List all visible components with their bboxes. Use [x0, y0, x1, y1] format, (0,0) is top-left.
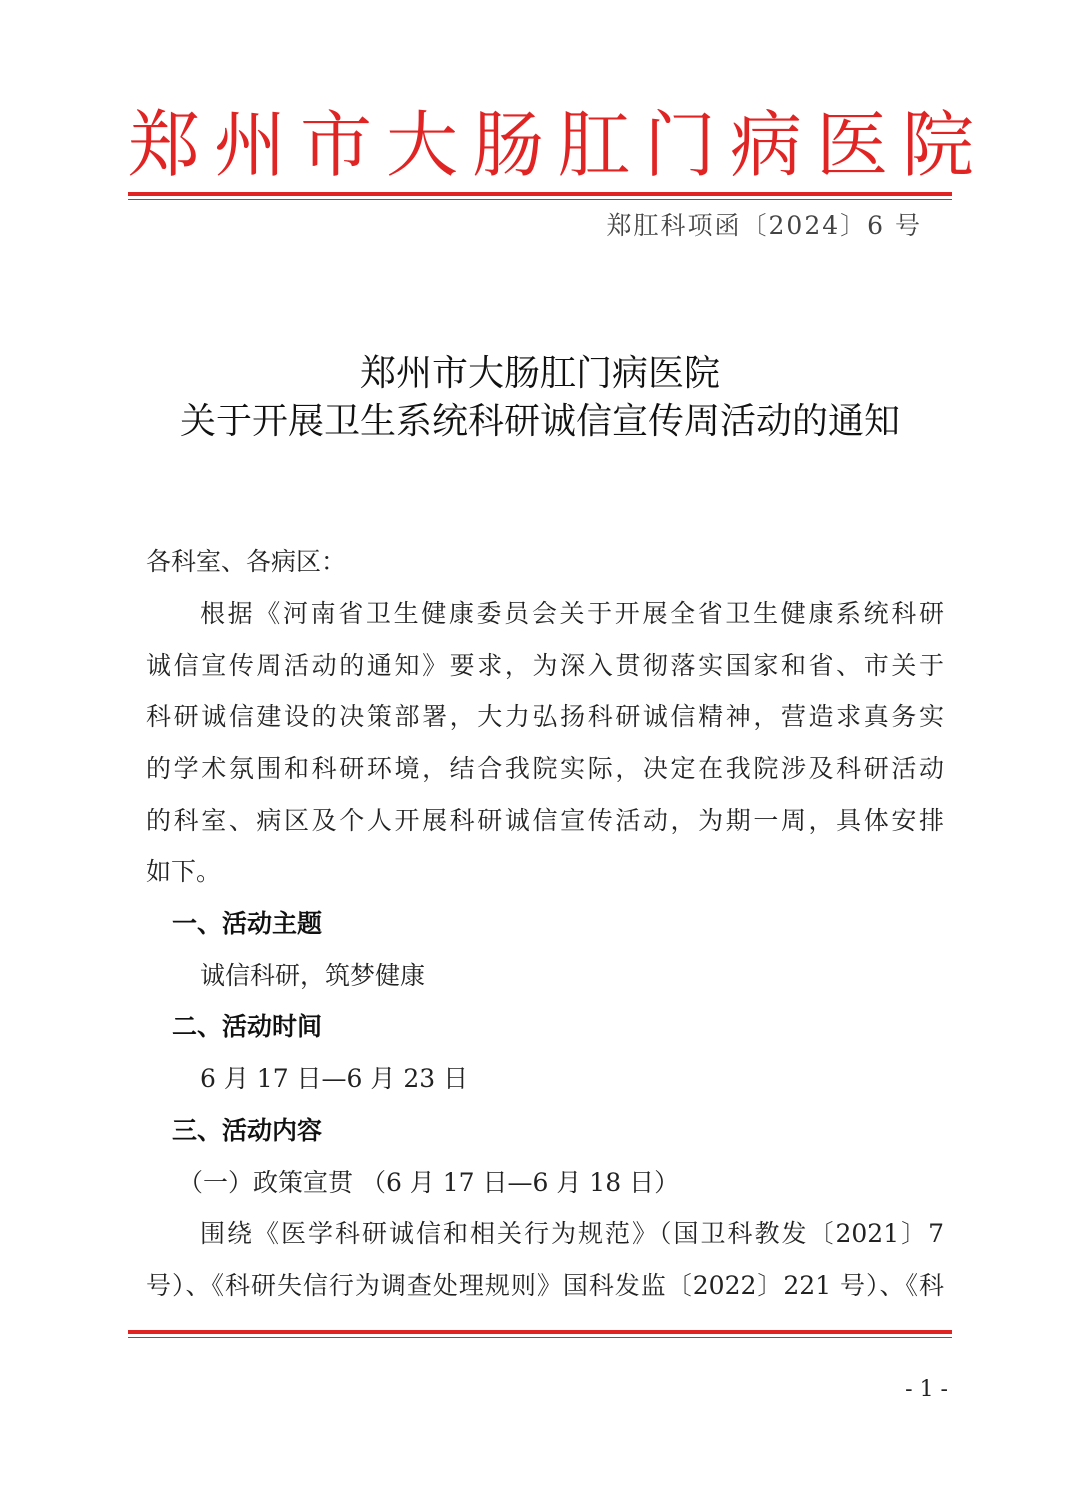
section-heading-content: 三、活动内容: [172, 1116, 323, 1145]
paragraph-line: 号）、《科研失信行为调查处理规则》国科发监〔2022〕221 号）、《科: [146, 1271, 944, 1300]
paragraph-line: 的科室、病区及个人开展科研诚信宣传活动，为期一周，具体安排: [146, 806, 944, 835]
paragraph-line: 的学术氛围和科研环境，结合我院实际，决定在我院涉及科研活动: [146, 754, 944, 783]
section-content-theme: 诚信科研，筑梦健康: [200, 961, 426, 990]
paragraph-line: 诚信宣传周活动的通知》要求，为深入贯彻落实国家和省、市关于: [146, 651, 944, 680]
paragraph-line: 围绕《医学科研诚信和相关行为规范》（国卫科教发〔2021〕7: [200, 1219, 944, 1248]
paragraph-line: 如下。: [146, 857, 222, 886]
section-content-time: 6 月 17 日—6 月 23 日: [200, 1064, 469, 1093]
letterhead-divider: [128, 192, 952, 200]
page-number: - 1 -: [905, 1377, 948, 1402]
paragraph-line: 科研诚信建设的决策部署，大力弘扬科研诚信精神，营造求真务实: [146, 702, 944, 731]
section-heading-time: 二、活动时间: [172, 1012, 323, 1041]
footer-divider: [128, 1330, 952, 1338]
subsection-heading-policy: （一）政策宣贯 （6 月 17 日—6 月 18 日）: [178, 1168, 680, 1197]
document-title-line-1: 郑州市大肠肛门病医院: [359, 353, 720, 394]
salutation: 各科室、各病区：: [146, 547, 347, 576]
section-heading-theme: 一、活动主题: [172, 909, 323, 938]
document-number: 郑肛科项函〔2024〕6 号: [606, 211, 922, 240]
paragraph-line: 根据《河南省卫生健康委员会关于开展全省卫生健康系统科研: [200, 599, 944, 628]
document-title-line-2: 关于开展卫生系统科研诚信宣传周活动的通知: [179, 401, 900, 442]
letterhead-org-name: 郑州市大肠肛门病医院: [128, 103, 989, 187]
